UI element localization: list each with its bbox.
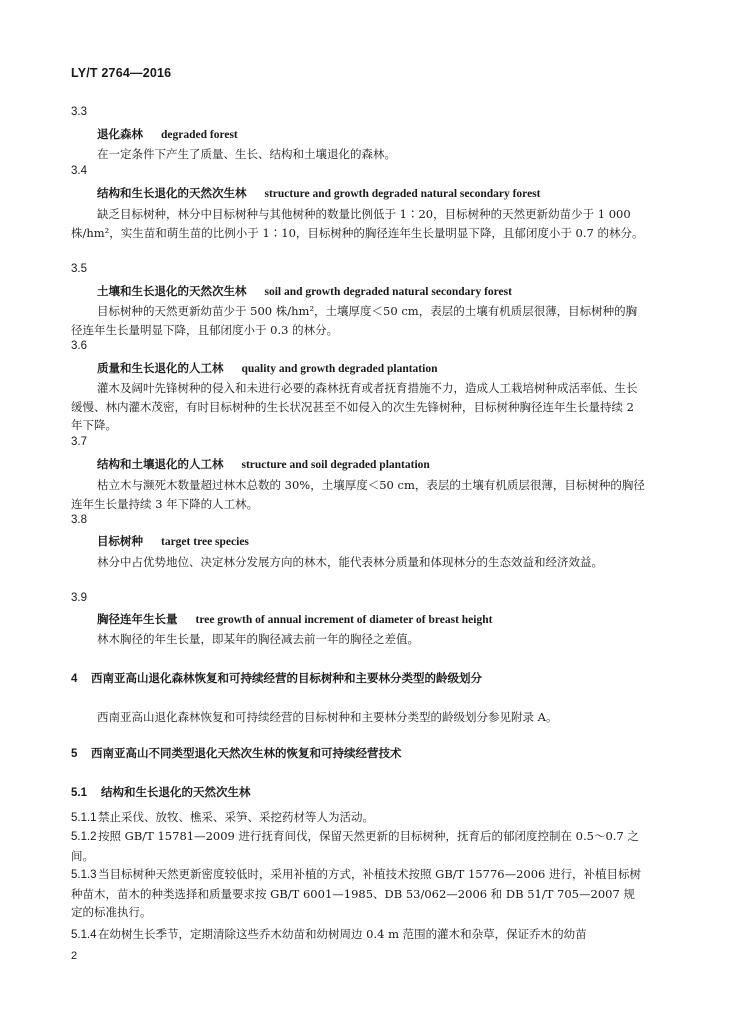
term-definition: 缺乏目标树种，林分中目标树种与其他树种的数量比例低于 1∶20，目标树种的天然更新幼苗少于 1 000 株/hm²，实生苗和萌生苗的比例小于 1∶10，目标树种的胸径连年生长量明显下降，且郁闭度小于 0.7 的林分。 [71,207,644,240]
section-number: 4 [71,673,78,685]
section-title: 西南亚高山退化森林恢复和可持续经营的目标树种和主要林分类型的龄级划分 [91,671,482,685]
term-zh: 质量和生长退化的人工林 [97,361,224,375]
clause-item-number: 5.1.2 [71,831,97,843]
term-zh: 土壤和生长退化的天然次生林 [97,284,247,298]
clause-item [71,865,646,922]
term-en: target tree species [161,536,249,548]
term-en: structure and growth degraded natural secondary forest [264,188,541,200]
clause-number: 3.7 [71,436,87,448]
term-definition: 目标树种的天然更新幼苗少于 500 株/hm²，土壤厚度＜50 cm，表层的土壤有机质层很薄，目标树种的胸径连年生长量明显下降，且郁闭度小于 0.3 的林分。 [71,304,638,337]
clause-number: 3.8 [71,514,87,526]
clause-item [71,808,646,828]
term-en: structure and soil degraded plantation [241,459,430,471]
clause-number: 3.9 [71,592,87,604]
subsection-heading [71,784,251,800]
term-heading [97,456,430,472]
clause-item-number: 5.1.3 [71,869,97,881]
clause-item [71,827,646,865]
term-definition: 灌木及阔叶先锋树种的侵入和未进行必要的森林抚育或者抚育措施不力，造成人工栽培树种成活率低、生长缓慢、林内灌木茂密，有时目标树种的生长状况甚至不如侵入的次生先锋树种，目标树种胸径连年生长量持续 2 年下降。 [71,381,638,432]
clause-item-text: 禁止采伐、放牧、樵采、采笋、采挖药材等人为活动。 [98,810,374,824]
term-zh: 结构和生长退化的天然次生林 [97,186,247,200]
term-heading [97,611,492,627]
term-definition: 林木胸径的年生长量，即某年的胸径减去前一年的胸径之差值。 [97,632,419,646]
clause-number: 3.4 [71,165,87,177]
term-heading [97,126,238,142]
term-zh: 目标树种 [97,534,143,548]
standard-code-header: LY/T 2764—2016 [71,66,172,80]
subsection-title: 结构和生长退化的天然次生林 [101,785,251,799]
term-zh: 胸径连年生长量 [97,612,178,626]
clause-item-text: 在幼树生长季节，定期清除这些乔木幼苗和幼树周边 0.4 m 范围的灌木和杂草，保证乔木的幼苗 [98,927,587,941]
clause-item-text: 当目标树种天然更新密度较低时，采用补植的方式，补植技术按照 GB/T 15776—2006 进行，补植目标树种苗木，苗木的种类选择和质量要求按 GB/T 6001—1985、DB 53/062—2006 和 DB 51/T 705—2007 规定的标准执行。 [71,867,641,919]
term-en: quality and growth degraded plantation [241,363,438,375]
term-zh: 结构和土壤退化的人工林 [97,457,224,471]
section-number: 5 [71,748,78,760]
clause-number: 3.5 [71,263,87,275]
term-heading [97,360,437,376]
section-body: 西南亚高山退化森林恢复和可持续经营的目标树种和主要林分类型的龄级划分参见附录 A。 [97,710,558,724]
page-number: 2 [71,950,78,962]
clause-item-number: 5.1.1 [71,812,97,824]
section-title: 西南亚高山不同类型退化天然次生林的恢复和可持续经营技术 [91,746,402,760]
term-en: degraded forest [161,129,238,141]
term-heading [97,283,512,299]
clause-number: 3.3 [71,106,87,118]
term-zh: 退化森林 [97,127,143,141]
term-heading [97,533,249,549]
section-heading [71,670,482,686]
term-definition: 在一定条件下产生了质量、生长、结构和土壤退化的森林。 [97,147,396,161]
term-definition: 林分中占优势地位、决定林分发展方向的林木，能代表林分质量和体现林分的生态效益和经济效益。 [97,555,603,569]
clause-item-number: 5.1.4 [71,929,97,941]
term-en: soil and growth degraded natural secondary forest [264,286,512,298]
term-en: tree growth of annual increment of diameter of breast height [195,614,493,626]
clause-item-text: 按照 GB/T 15781—2009 进行抚育间伐，保留天然更新的目标树种，抚育后的郁闭度控制在 0.5～0.7 之间。 [71,829,639,863]
term-heading [97,185,541,201]
section-heading [71,745,402,761]
clause-number: 3.6 [71,340,87,352]
clause-item [71,925,646,945]
term-definition: 枯立木与濒死木数量超过林木总数的 30%，土壤厚度＜50 cm，表层的土壤有机质层很薄，目标树种的胸径连年生长量持续 3 年下降的人工林。 [71,478,645,511]
subsection-number: 5.1 [71,787,87,799]
